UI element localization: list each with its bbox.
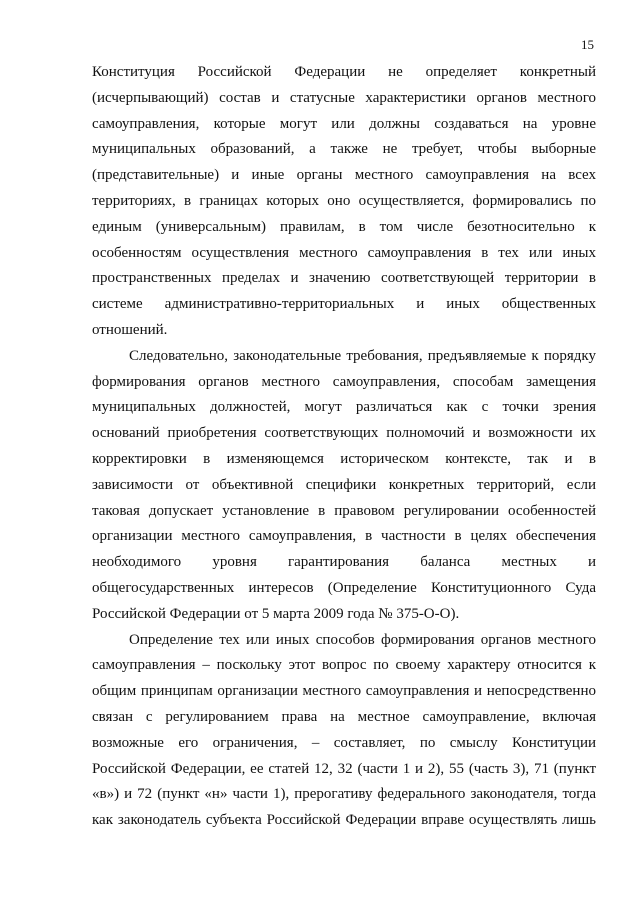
text-line: зависимости от объективной специфики конкретных территорий, если [92, 476, 596, 493]
paragraph [92, 344, 596, 628]
text-line: самоуправления, которые могут или должны создаваться на уровне [92, 115, 596, 132]
text-line: Российской Федерации, ее статей 12, 32 (части 1 и 2), 55 (часть 3), 71 (пункт [92, 760, 596, 777]
text-line: самоуправления – поскольку этот вопрос по своему характеру относится к [92, 657, 596, 674]
text-line: системе административно-территориальных и иных общественных [92, 296, 596, 313]
text-line: Российской Федерации от 5 марта 2009 года № 375-О-О). [92, 605, 460, 622]
text-line: отношений. [92, 321, 168, 338]
text-line: «в») и 72 (пункт «н» части 1), прерогативу федерального законодателя, тогда [92, 786, 596, 803]
text-line: формирования органов местного самоуправления, способам замещения [92, 373, 596, 390]
text-line: (исчерпывающий) состав и статусные характеристики органов местного [92, 89, 596, 106]
text-line: как законодатель субъекта Российской Федерации вправе осуществлять лишь [92, 812, 596, 829]
text-line: общим принципам организации местного самоуправления и непосредственно [92, 683, 596, 700]
text-line: оснований приобретения соответствующих полномочий и возможности их [92, 425, 596, 442]
text-line: Следовательно, законодательные требования, предъявляемые к порядку [129, 347, 596, 364]
text-line: муниципальных образований, а также не требует, чтобы выборные [92, 141, 596, 158]
text-line: связан с регулированием права на местное самоуправление, включая [92, 708, 596, 725]
text-line: особенностям осуществления местного самоуправления в тех или иных [92, 244, 596, 261]
page-number: 15 [581, 37, 594, 52]
text-line: Определение тех или иных способов формирования органов местного [129, 631, 596, 648]
text-line: единым (универсальным) правилам, в том числе безотносительно к [92, 218, 596, 235]
text-line: корректировки в изменяющемся историческом контексте, так и в [92, 450, 596, 467]
paragraph [92, 60, 596, 344]
text-line: необходимого уровня гарантирования баланса местных и [92, 554, 596, 571]
text-line: организации местного самоуправления, в частности в целях обеспечения [92, 528, 596, 545]
text-line: возможные его ограничения, – составляет, по смыслу Конституции [92, 734, 596, 751]
text-line: (представительные) и иные органы местного самоуправления на всех [92, 167, 596, 184]
paragraph [92, 628, 596, 834]
text-line: территориях, в границах которых оно осуществляется, формировались по [92, 192, 596, 209]
text-line: общегосударственных интересов (Определение Конституционного Суда [92, 579, 596, 596]
text-line: таковая допускает установление в правовом регулировании особенностей [92, 502, 596, 519]
document-body [92, 60, 596, 834]
text-line: Конституция Российской Федерации не определяет конкретный [92, 64, 596, 80]
text-line: пространственных пределах и значению соответствующей территории в [92, 270, 596, 287]
text-line: муниципальных должностей, могут различаться как с точки зрения [92, 399, 596, 416]
